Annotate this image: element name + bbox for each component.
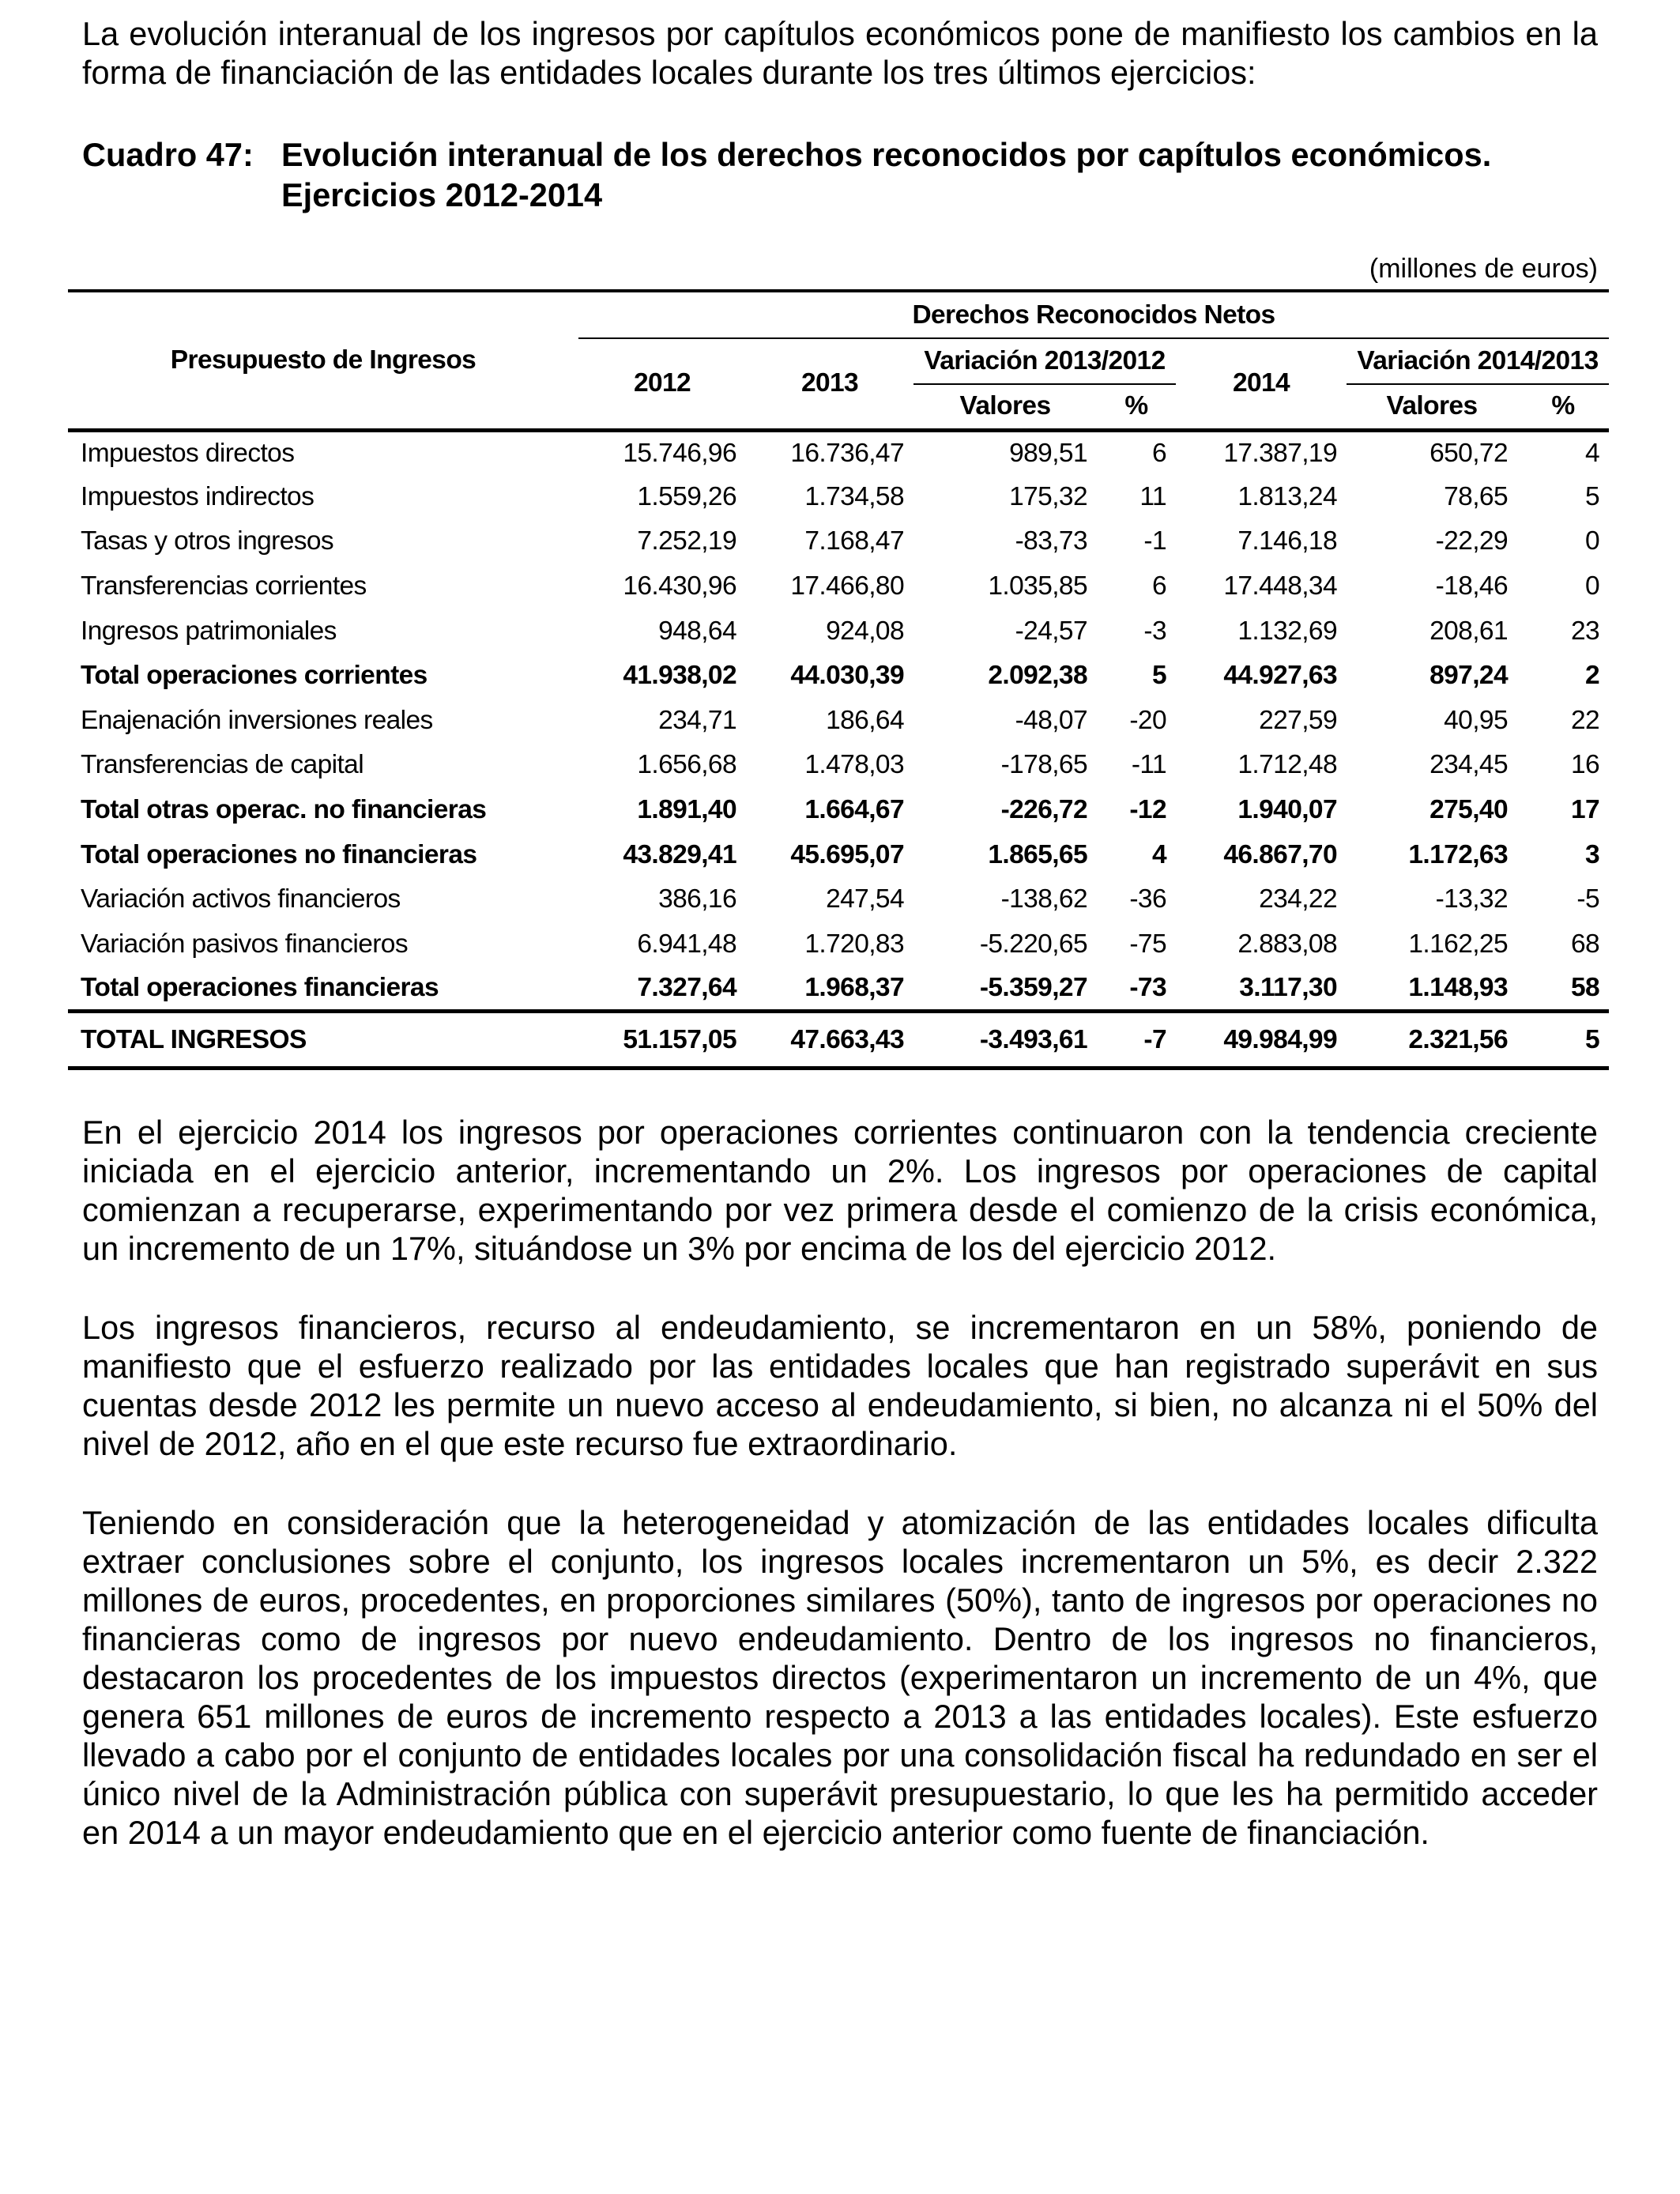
cell-var1-valores: 1.035,85: [988, 571, 1087, 601]
cell-2013: 1.478,03: [804, 750, 904, 780]
total-var1-pct: -7: [1097, 1012, 1176, 1069]
table-row: [68, 832, 1609, 877]
cell-var2-valores: 650,72: [1430, 438, 1508, 468]
intro-paragraph: La evolución interanual de los ingresos por capítulos económicos pone de manifiesto los cambios en la forma de financiación de las entidades locales durante los tres últimos ejercicios:: [82, 15, 1598, 91]
cell-var2-pct: 0: [1584, 571, 1599, 601]
cell-2013: 247,54: [826, 884, 904, 914]
paragraph-1: En el ejercicio 2014 los ingresos por operaciones corrientes continuaron con la tendencia creciente iniciada en el ejercicio anterior, incrementando un 2%. Los ingresos por operaciones de capital comienzan a recuperarse, experimentando por vez primera desde el comienzo de la crisis económica, un incremento de un 17%, situándose un 3% por encima de los del ejercicio 2012.: [82, 1114, 1598, 1267]
table-row: [68, 564, 1609, 609]
cell-var2-valores: 897,24: [1430, 661, 1508, 691]
cell-2012: 41.938,02: [623, 661, 736, 691]
cell-2012: 948,64: [658, 616, 736, 646]
table-row: [68, 475, 1609, 520]
paragraph-3: Teniendo en consideración que la heterogeneidad y atomización de las entidades locales dificulta extraer conclusiones sobre el conjunto, los ingresos locales incrementaron un 5%, es decir 2.322 millones de euros, procedentes, en proporciones similares (50%), tanto de ingresos por operaciones no financieras como de ingresos por nuevo endeudamiento. Dentro de los ingresos no financieros, destacaron los procedentes de los impuestos directos (experimentaron un incremento de un 4%, que genera 651 millones de euros de incremento respecto a 2013 a las entidades locales). Este esfuerzo llevado a cabo por el conjunto de entidades locales por una consolidación fiscal ha redundado en ser el único nivel de la Administración pública con superávit presupuestario, lo que les ha permitido acceder en 2014 a un mayor endeudamiento que en el ejercicio anterior como fuente de financiación.: [82, 1504, 1598, 1851]
cell-var2-valores: 1.172,63: [1408, 839, 1508, 869]
table-row: [68, 743, 1609, 788]
table-row: [68, 877, 1609, 922]
cell-var1-valores: 2.092,38: [988, 661, 1087, 691]
total-row: [68, 1012, 1609, 1069]
table-row: [68, 519, 1609, 564]
caption-title: Evolución interanual de los derechos reconocidos por capítulos económicos. Ejercicios 2012-2014: [281, 136, 1492, 213]
row-label: Variación activos financieros: [81, 884, 401, 914]
caption-number: Cuadro 47:: [82, 136, 254, 173]
table-body: [68, 430, 1609, 1012]
cell-var1-pct: 11: [1139, 481, 1166, 511]
row-label: Total operaciones no financieras: [81, 839, 477, 869]
cell-var2-pct: 17: [1570, 795, 1599, 825]
cell-var1-pct: 6: [1151, 571, 1166, 601]
cell-var1-valores: 989,51: [1009, 438, 1087, 468]
cell-var2-pct: 16: [1570, 750, 1599, 780]
cell-var1-valores: -48,07: [1015, 705, 1087, 735]
cell-2012: 7.252,19: [637, 526, 736, 556]
cell-var1-valores: -226,72: [1000, 795, 1087, 825]
cell-2014: 1.940,07: [1237, 795, 1337, 825]
cell-2013: 7.168,47: [804, 526, 904, 556]
total-label: TOTAL INGRESOS: [68, 1012, 578, 1069]
table-row: [68, 430, 1609, 475]
units-note: (millones de euros): [1369, 254, 1598, 284]
cell-var2-pct: 0: [1584, 526, 1599, 556]
row-label: Impuestos directos: [81, 438, 295, 468]
cell-var2-valores: 1.162,25: [1408, 929, 1508, 959]
header-valores-2: Valores: [1347, 384, 1517, 430]
cell-var1-valores: -24,57: [1015, 616, 1087, 646]
table-row: [68, 788, 1609, 833]
cell-2013: 16.736,47: [790, 438, 904, 468]
table-row: [68, 967, 1609, 1012]
total-var2-valores: 2.321,56: [1347, 1012, 1517, 1069]
header-2013: 2013: [746, 338, 913, 430]
total-2012: 51.157,05: [578, 1012, 746, 1069]
cell-2014: 46.867,70: [1223, 839, 1337, 869]
total-2013: 47.663,43: [746, 1012, 913, 1069]
cell-2013: 17.466,80: [790, 571, 904, 601]
header-var-2014-2013: Variación 2014/2013: [1347, 338, 1609, 384]
cell-var2-pct: -5: [1576, 884, 1599, 914]
cell-var2-valores: -18,46: [1435, 571, 1508, 601]
cell-var1-pct: 4: [1151, 839, 1166, 869]
cell-2012: 16.430,96: [623, 571, 736, 601]
table-row: [68, 654, 1609, 699]
cell-var2-pct: 2: [1584, 661, 1599, 691]
table-row: [68, 609, 1609, 654]
cell-var2-pct: 4: [1584, 438, 1599, 468]
cell-2014: 2.883,08: [1237, 929, 1337, 959]
cell-2012: 1.656,68: [637, 750, 736, 780]
cell-var2-valores: -13,32: [1435, 884, 1508, 914]
total-var2-pct: 5: [1517, 1012, 1609, 1069]
cell-var2-valores: 78,65: [1444, 481, 1508, 511]
cell-var2-valores: 234,45: [1430, 750, 1508, 780]
cell-var1-pct: 6: [1151, 438, 1166, 468]
cell-var1-pct: -73: [1129, 973, 1166, 1003]
row-label: Ingresos patrimoniales: [81, 616, 337, 646]
total-var1-valores: -3.493,61: [913, 1012, 1097, 1069]
header-pct-1: %: [1097, 384, 1176, 430]
cell-var2-valores: -22,29: [1435, 526, 1508, 556]
cell-2012: 1.891,40: [637, 795, 736, 825]
revenue-table: [68, 289, 1609, 1070]
row-label: Transferencias corrientes: [81, 571, 367, 601]
cell-2013: 924,08: [826, 616, 904, 646]
cell-2013: 1.664,67: [804, 795, 904, 825]
cell-var1-pct: -75: [1129, 929, 1166, 959]
header-2012: 2012: [578, 338, 746, 430]
cell-2013: 1.734,58: [804, 481, 904, 511]
cell-var1-valores: -138,62: [1000, 884, 1087, 914]
cell-var2-pct: 5: [1584, 481, 1599, 511]
cell-var1-pct: -20: [1129, 705, 1166, 735]
cell-var1-valores: -178,65: [1000, 750, 1087, 780]
cell-2012: 6.941,48: [637, 929, 736, 959]
total-2014: 49.984,99: [1176, 1012, 1347, 1069]
row-label: Tasas y otros ingresos: [81, 526, 334, 556]
cell-var1-pct: -36: [1129, 884, 1166, 914]
cell-2013: 186,64: [826, 705, 904, 735]
cell-2013: 1.720,83: [804, 929, 904, 959]
cell-var2-valores: 40,95: [1444, 705, 1508, 735]
table-row: [68, 922, 1609, 967]
cell-var2-valores: 275,40: [1430, 795, 1508, 825]
row-label: Enajenación inversiones reales: [81, 705, 433, 735]
cell-var1-valores: 1.865,65: [988, 839, 1087, 869]
table-caption: [82, 134, 1598, 215]
row-label: Variación pasivos financieros: [81, 929, 408, 959]
cell-var2-valores: 1.148,93: [1408, 973, 1508, 1003]
cell-var1-valores: -5.359,27: [979, 973, 1087, 1003]
cell-var1-valores: -5.220,65: [979, 929, 1087, 959]
cell-2014: 227,59: [1259, 705, 1337, 735]
header-row-label: Presupuesto de Ingresos: [68, 291, 578, 430]
table-row: [68, 699, 1609, 744]
header-var-2013-2012: Variación 2013/2012: [913, 338, 1176, 384]
cell-2013: 1.968,37: [804, 973, 904, 1003]
header-group: Derechos Reconocidos Netos: [912, 300, 1275, 330]
cell-2012: 7.327,64: [637, 973, 736, 1003]
header-valores-1: Valores: [913, 384, 1097, 430]
paragraph-2: Los ingresos financieros, recurso al endeudamiento, se incrementaron en un 58%, poniendo de manifiesto que el esfuerzo realizado por las entidades locales que han registrado superávit en sus cuentas desde 2012 les permite un nuevo acceso al endeudamiento, si bien, no alcanza ni el 50% del nivel de 2012, año en el que este recurso fue extraordinario.: [82, 1309, 1598, 1462]
cell-var1-pct: -3: [1143, 616, 1166, 646]
cell-var2-pct: 68: [1570, 929, 1599, 959]
cell-var1-pct: -1: [1143, 526, 1166, 556]
cell-2014: 1.813,24: [1237, 481, 1337, 511]
cell-2014: 17.387,19: [1223, 438, 1337, 468]
cell-var1-pct: 5: [1151, 661, 1166, 691]
cell-2014: 1.132,69: [1237, 616, 1337, 646]
cell-2014: 44.927,63: [1223, 661, 1337, 691]
row-label: Impuestos indirectos: [81, 481, 315, 511]
cell-var2-pct: 58: [1570, 973, 1599, 1003]
cell-var2-valores: 208,61: [1430, 616, 1508, 646]
cell-2013: 44.030,39: [790, 661, 904, 691]
cell-var1-pct: -12: [1129, 795, 1166, 825]
row-label: Transferencias de capital: [81, 750, 364, 780]
cell-2014: 3.117,30: [1239, 973, 1337, 1003]
cell-2014: 17.448,34: [1223, 571, 1337, 601]
cell-var2-pct: 23: [1570, 616, 1599, 646]
header-pct-2: %: [1517, 384, 1609, 430]
cell-2012: 43.829,41: [623, 839, 736, 869]
cell-2012: 234,71: [658, 705, 736, 735]
cell-var1-valores: -83,73: [1015, 526, 1087, 556]
row-label: Total operaciones financieras: [81, 973, 439, 1003]
cell-2012: 1.559,26: [637, 481, 736, 511]
cell-2013: 45.695,07: [790, 839, 904, 869]
cell-var1-valores: 175,32: [1009, 481, 1087, 511]
cell-2014: 1.712,48: [1237, 750, 1337, 780]
cell-2014: 234,22: [1259, 884, 1337, 914]
cell-var1-pct: -11: [1131, 750, 1166, 780]
row-label: Total otras operac. no financieras: [81, 795, 487, 825]
row-label: Total operaciones corrientes: [81, 661, 428, 691]
cell-var2-pct: 3: [1584, 839, 1599, 869]
cell-2012: 15.746,96: [623, 438, 736, 468]
cell-2014: 7.146,18: [1237, 526, 1337, 556]
header-2014: 2014: [1176, 338, 1347, 430]
cell-2012: 386,16: [658, 884, 736, 914]
cell-var2-pct: 22: [1570, 705, 1599, 735]
